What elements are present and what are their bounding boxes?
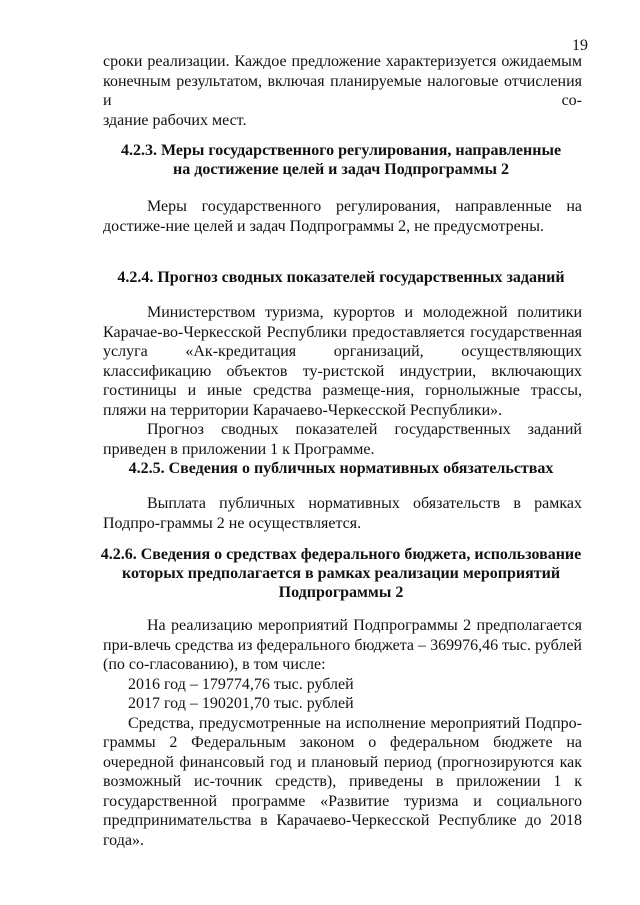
paragraph: Прогноз сводных показателей государственных заданий приведен в приложении 1 к Программе.	[103, 421, 582, 458]
funding-year-2017: 2017 год – 190201,70 тыс. рублей	[128, 695, 354, 712]
section-heading-4-2-4	[90, 268, 592, 287]
heading-line: которых предполагается в рамках реализации мероприятий	[121, 565, 561, 582]
intro-line: здание рабочих мест.	[103, 111, 247, 129]
paragraph: На реализацию мероприятий Подпрограммы 2 предполагается при-влечь средства из федерального бюджета – 369976,46 тыс. рублей (по со-гласованию), в том числе:	[103, 617, 582, 673]
intro-paragraph	[103, 52, 582, 130]
section-4-2-4-body	[103, 303, 582, 459]
intro-line: сроки реализации. Каждое предложение характеризуется ожидаемым	[103, 53, 582, 70]
section-4-2-6-body	[103, 616, 582, 850]
page-number: 19	[572, 37, 588, 54]
paragraph: Министерством туризма, курортов и молодежной политики Карачае-во-Черкесской Республики предоставляется государственная услуга «Ак-кредитация организаций, осуществляющих классификацию объектов ту-ристской индустрии, включающих гостиницы и иные средства размеще-ния, горнолыжные трассы, пляжи на территории Карачаево-Черкесской Республики».	[103, 304, 582, 419]
heading-line: 4.2.4. Прогноз сводных показателей государственных заданий	[117, 269, 565, 286]
paragraph: Средства, предусмотренные на исполнение мероприятий Подпро-граммы 2 Федеральным законом о федеральном бюджете на очередной финансовый год и плановый период (прогнозируются как возможный ис-точник средств), приведены в приложении 1 к государственной программе «Развитие туризма и социального предпринимательства в Карачаево-Черкесской Республике до 2018 года».	[103, 714, 582, 849]
heading-line: 4.2.5. Сведения о публичных нормативных обязательствах	[128, 460, 554, 477]
section-heading-4-2-5	[90, 459, 592, 478]
heading-line: 4.2.3. Меры государственного регулирования, направленные	[120, 142, 562, 159]
heading-line: на достижение целей и задач Подпрограммы 2	[173, 161, 509, 178]
section-heading-4-2-3	[90, 141, 592, 179]
paragraph: Выплата публичных нормативных обязательств в рамках Подпро-граммы 2 не осуществляется.	[103, 495, 582, 532]
funding-year-2016: 2016 год – 179774,76 тыс. рублей	[128, 675, 354, 693]
section-heading-4-2-6	[90, 545, 592, 602]
heading-line: Подпрограммы 2	[278, 584, 404, 601]
heading-line: 4.2.6. Сведения о средствах федерального бюджета, использование	[100, 546, 582, 563]
section-4-2-3-body	[103, 197, 582, 236]
intro-line: конечным результатом, включая планируемые налоговые отчисления и со-	[103, 72, 582, 109]
section-4-2-5-body	[103, 494, 582, 533]
paragraph: Меры государственного регулирования, направленные на достиже-ние целей и задач Подпрограммы 2, не предусмотрены.	[103, 198, 582, 235]
